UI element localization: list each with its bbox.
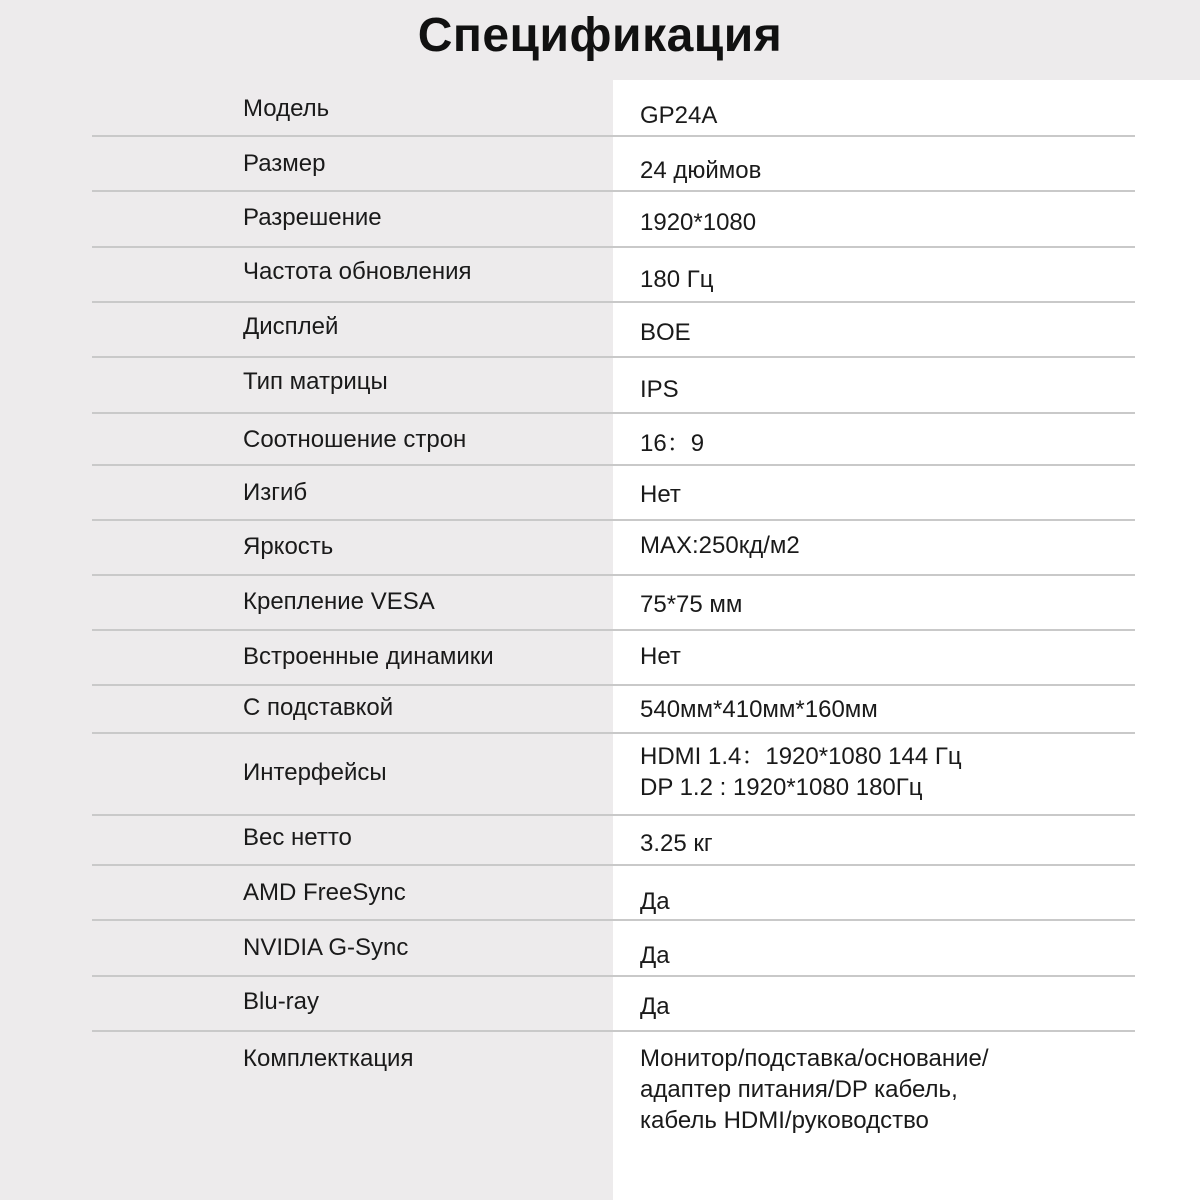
spec-value-line: адаптер питания/DP кабель, (640, 1076, 958, 1103)
row-divider (92, 246, 1135, 248)
spec-value (640, 207, 756, 238)
spec-value-line: Нет (640, 481, 681, 508)
spec-value (640, 641, 681, 672)
spec-label: Изгиб (243, 479, 308, 506)
row-divider (92, 732, 1135, 734)
spec-label: Дисплей (243, 313, 339, 340)
row-divider (92, 412, 1135, 414)
spec-value (640, 374, 679, 405)
spec-value-line: 540мм*410мм*160мм (640, 696, 878, 723)
spec-value (640, 1043, 989, 1136)
spec-value (640, 100, 717, 131)
spec-label: Размер (243, 150, 326, 177)
spec-value-line: MAX:250кд/м2 (640, 532, 800, 559)
spec-value-line: 75*75 мм (640, 591, 743, 618)
spec-value-line: HDMI 1.4：1920*1080 144 Гц (640, 743, 962, 770)
row-divider (92, 864, 1135, 866)
spec-value-line: Нет (640, 643, 681, 670)
spec-value (640, 694, 878, 725)
row-divider (92, 356, 1135, 358)
spec-value-line: Да (640, 942, 670, 969)
spec-value-line: DP 1.2 : 1920*1080 180Гц (640, 774, 923, 801)
spec-label: Модель (243, 95, 330, 122)
spec-label: Blu-ray (243, 988, 320, 1015)
page-title: Спецификация (417, 9, 783, 62)
spec-value-line: GP24A (640, 102, 718, 129)
spec-value-line: 3.25 кг (640, 830, 713, 857)
spec-label: NVIDIA G-Sync (243, 934, 409, 961)
row-divider (92, 684, 1135, 686)
spec-value (640, 940, 670, 971)
row-divider (92, 1030, 1135, 1032)
spec-value (640, 428, 704, 459)
spec-label: Частота обновления (243, 258, 472, 285)
spec-label: AMD FreeSync (243, 879, 406, 906)
spec-label: С подставкой (243, 694, 394, 721)
spec-label: Разрешение (243, 204, 382, 231)
spec-label: Крепление VESA (243, 588, 435, 615)
spec-value-line: BOE (640, 319, 691, 346)
spec-label: Соотношение строн (243, 426, 467, 453)
spec-value (640, 741, 962, 803)
spec-value-line: Да (640, 888, 670, 915)
spec-label: Интерфейсы (243, 759, 387, 786)
spec-value-line: кабель HDMI/руководство (640, 1107, 929, 1134)
row-divider (92, 574, 1135, 576)
row-divider (92, 190, 1135, 192)
spec-label: Тип матрицы (243, 368, 388, 395)
spec-label: Вес нетто (243, 824, 352, 851)
spec-value-line: Да (640, 993, 670, 1020)
spec-value (640, 589, 742, 620)
row-divider (92, 975, 1135, 977)
spec-value (640, 264, 713, 295)
spec-value (640, 155, 761, 186)
row-divider (92, 301, 1135, 303)
row-divider (92, 464, 1135, 466)
row-divider (92, 135, 1135, 137)
row-divider (92, 919, 1135, 921)
spec-value-line: Монитор/подставка/основание/ (640, 1045, 989, 1072)
row-divider (92, 629, 1135, 631)
row-divider (92, 814, 1135, 816)
spec-value (640, 317, 691, 348)
spec-value (640, 479, 681, 510)
spec-value-line: 24 дюймов (640, 157, 762, 184)
spec-value (640, 530, 800, 561)
spec-value-line: 16：9 (640, 430, 705, 457)
spec-label: Комплекткация (243, 1045, 414, 1072)
row-divider (92, 519, 1135, 521)
spec-value (640, 991, 670, 1022)
spec-value-line: 1920*1080 (640, 209, 757, 236)
spec-label: Встроенные динамики (243, 643, 494, 670)
spec-value-line: 180 Гц (640, 266, 714, 293)
spec-value (640, 886, 670, 917)
spec-value-line: IPS (640, 376, 679, 403)
spec-label: Яркость (243, 533, 334, 560)
spec-value (640, 828, 713, 859)
